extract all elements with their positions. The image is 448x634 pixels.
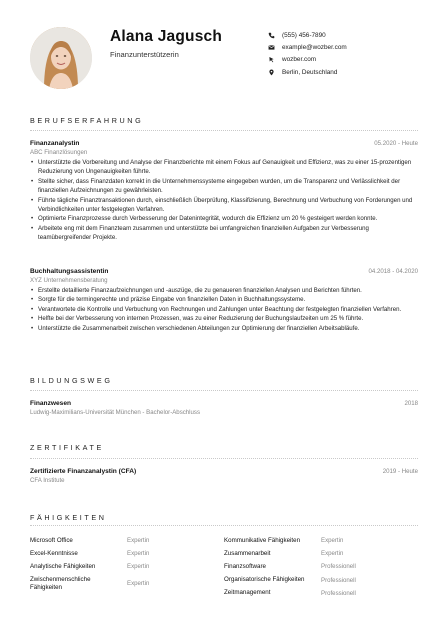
job-dates: 04.2018 - 04.2020 (368, 268, 418, 275)
job-company: ABC Finanzlösungen (30, 149, 88, 156)
skill-level: Professionell (321, 563, 356, 571)
skill-row (224, 574, 418, 587)
skill-name: Zeitmanagement (224, 589, 271, 597)
skill-level: Expertin (321, 537, 344, 545)
section-divider (30, 458, 418, 459)
phone-icon (268, 32, 275, 39)
list-item: • Erstellte detaillierte Finanzaufzeichnungen und -auszüge, die zu genaueren finanziellen Analysen und Berichten führten. (30, 286, 418, 295)
section-divider (30, 390, 418, 391)
list-item: • Stellte sicher, dass Finanzdaten korrekt in die Unternehmenssysteme eingegeben wurden, um die Transparenz und Verlässlichkeit der finanziellen Aufzeichnungen zu gewährleisten. (30, 177, 418, 196)
candidate-name: Alana Jagusch (110, 28, 223, 45)
list-item: • Arbeitete eng mit dem Finanzteam zusammen und unterstützte bei umfangreichen finanziellen Aufgaben zur Verbesserung teamübergreifender Projekte. (30, 224, 418, 243)
skill-row (30, 547, 224, 560)
education-school: Ludwig-Maximilians-Universität München - Bachelor-Abschluss (30, 409, 201, 416)
skill-name: Zusammenarbeit (224, 549, 271, 557)
section-divider (30, 130, 418, 131)
job-bullets (30, 158, 418, 243)
section-title-experience: BERUFSERFAHRUNG (30, 116, 144, 125)
skill-name: Organisatorische Fähigkeiten (224, 576, 305, 584)
certificate-dates: 2019 - Heute (382, 468, 418, 475)
certificate-name: Zertifizierte Finanzanalystin (CFA) (30, 468, 137, 475)
job-dates: 05.2020 - Heute (374, 140, 418, 147)
candidate-role: Finanzunterstützerin (110, 50, 179, 59)
contact-email[interactable] (268, 41, 347, 53)
skill-row (30, 534, 224, 547)
list-item: • Unterstützte die Vorbereitung und Analyse der Finanzberichte mit einem Fokus auf Genauigkeit und Effizienz, was zu einer 15-prozentigen Reduzierung von Ungenauigkeiten führte. (30, 158, 418, 177)
contact-phone (268, 29, 347, 41)
location-pin-icon (268, 69, 275, 76)
education-degree: Finanzwesen (30, 400, 72, 407)
job-company: XYZ Unternehmensberatung (30, 277, 108, 284)
list-item: • Sorgte für die termingerechte und präzise Eingabe von finanziellen Daten in Buchhaltungssysteme. (30, 295, 418, 304)
avatar (30, 27, 92, 89)
skill-row (224, 547, 418, 560)
list-item: • Optimierte Finanzprozesse durch Verbesserung der Datenintegrität, wodurch die Effizienz um 20 % gesteigert werden konnte. (30, 214, 418, 223)
skills-grid (30, 534, 418, 600)
education-year: 2018 (404, 400, 418, 407)
skill-name: Kommunikative Fähigkeiten (224, 536, 301, 544)
skill-row (30, 574, 224, 594)
skill-row (30, 560, 224, 573)
certificate-issuer: CFA Institute (30, 477, 65, 484)
section-title-certificates: ZERTIFIKATE (30, 443, 104, 452)
skill-row (224, 560, 418, 573)
skill-name: Microsoft Office (30, 536, 73, 544)
skills-column-left (30, 534, 224, 600)
contact-website-text: wozber.com (282, 56, 317, 64)
link-icon (268, 56, 275, 63)
contact-email-text: example@wozber.com (282, 43, 347, 51)
list-item: • Führte tägliche Finanztransaktionen durch, einschließlich Überprüfung, Klassifizierung, Berechnung und Verbuchung von Forderungen und Verbindlichkeiten unter festgelegten Verfahren. (30, 196, 418, 215)
list-item: • Verantwortete die Kontrolle und Verbuchung von Rechnungen und Zahlungen unter Beachtung der festgelegten finanziellen Verfahren. (30, 305, 418, 314)
mail-icon (268, 44, 275, 51)
skill-level: Professionell (321, 589, 356, 597)
job-title: Buchhaltungsassistentin (30, 268, 109, 275)
skill-level: Expertin (127, 580, 150, 588)
contact-website[interactable] (268, 54, 347, 66)
section-title-education: BILDUNGSWEG (30, 376, 113, 385)
list-item: • Unterstützte die Zusammenarbeit zwischen verschiedenen Abteilungen zur Optimierung der finanziellen Arbeitsabläufe. (30, 324, 418, 333)
skill-name: Zwischenmenschliche Fähigkeiten (30, 575, 91, 591)
skill-level: Expertin (127, 537, 150, 545)
list-item: • Helfte bei der Verbesserung von internen Prozessen, was zu einer Reduzierung der Buchungslaufzeiten um 25 % führte. (30, 314, 418, 323)
skill-row (224, 587, 418, 600)
skill-row (224, 534, 418, 547)
contact-location-text: Berlin, Deutschland (282, 68, 338, 76)
skill-name: Excel-Kenntnisse (30, 549, 78, 557)
skill-level: Expertin (127, 563, 150, 571)
skill-level: Expertin (127, 550, 150, 558)
skills-column-right (224, 534, 418, 600)
skill-name: Analytische Fähigkeiten (30, 562, 96, 570)
contact-list (268, 29, 347, 78)
section-title-skills: FÄHIGKEITEN (30, 513, 107, 522)
contact-phone-text: (555) 456-7890 (282, 31, 326, 39)
skill-name: Finanzsoftware (224, 562, 266, 570)
skill-level: Expertin (321, 550, 344, 558)
skill-level: Professionell (321, 576, 356, 584)
section-divider (30, 525, 418, 526)
job-title: Finanzanalystin (30, 140, 80, 147)
contact-location (268, 66, 347, 78)
job-bullets (30, 286, 418, 333)
